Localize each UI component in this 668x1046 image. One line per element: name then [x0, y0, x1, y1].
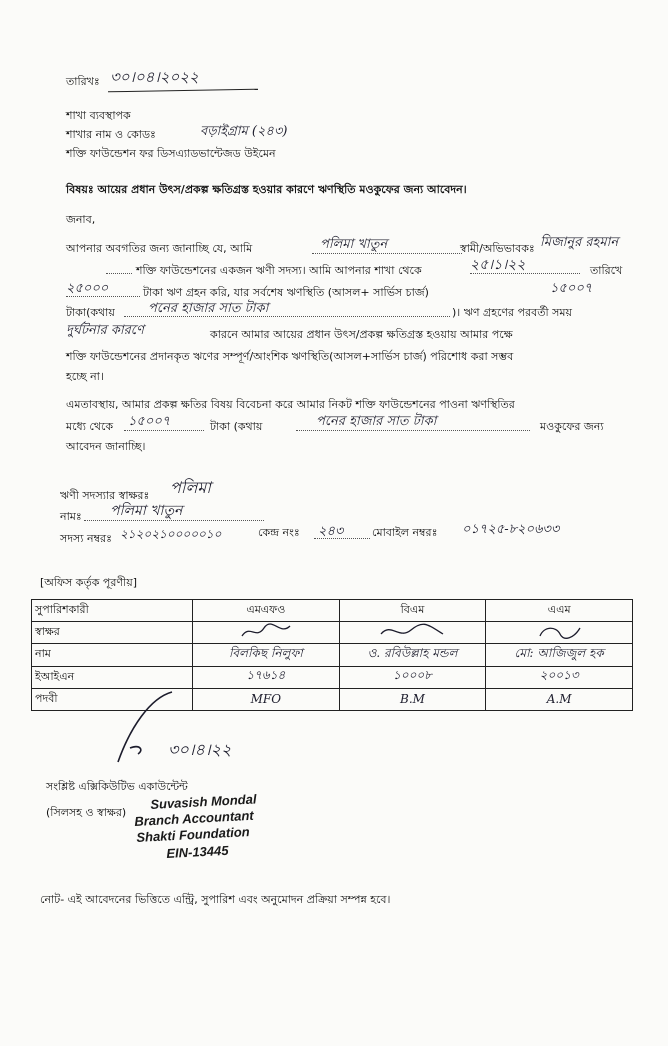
center-dotline	[314, 538, 370, 539]
am-ein: ২০০১৩	[486, 666, 633, 688]
stamp-org: Shakti Foundation	[136, 824, 251, 845]
office-section-title: [অফিস কর্তৃক পূরণীয়]	[40, 576, 137, 589]
subject-line: বিষয়ঃ আয়ের প্রধান উৎস/প্রকল্প ক্ষতিগ্রস্ত হওয়ার কারণে ঋণস্থিতি মওকুফের জন্য আবেদন।	[66, 183, 467, 196]
row-label-ein: ইআইএন	[32, 666, 193, 688]
husband-name-handwritten: মিজানুর রহমান	[540, 235, 619, 250]
para1-line5: কারনে আমার আয়ের প্রধান উৎস/প্রকল্প ক্ষতিগ্রস্ত হওয়ায় আমার পক্ষে	[210, 328, 513, 341]
recipient-title: শাখা ব্যবস্থাপক	[66, 109, 131, 122]
center-value: ২৪৩	[318, 524, 344, 539]
organization-line: শক্তি ফাউন্ডেশন ফর ডিসএ্যাডভান্টেজড উইমেন	[66, 147, 276, 160]
para1-line7: হচ্ছে না।	[66, 370, 104, 383]
member-no-value: ২১২০২১০০০০০১০	[120, 527, 222, 541]
balance-handwritten: ১৫০০৭	[550, 281, 593, 296]
member-signature-label: ঋণী সদস্যার স্বাক্ষরঃ	[60, 489, 150, 502]
date-underline	[108, 89, 258, 93]
date-word: তারিখে	[590, 264, 623, 277]
applicant-name-value: পলিমা খাতুন	[110, 503, 183, 519]
column-bm: বিএম	[339, 600, 486, 622]
date-value: ৩০।০৪।২০২২	[110, 68, 199, 86]
mfo-signature	[193, 622, 340, 644]
amount-words-handwritten: পনের হাজার সাত টাকা	[148, 301, 269, 316]
name-label: নামঃ	[60, 510, 82, 523]
husband-label: স্বামী/অভিভাবকঃ	[460, 242, 535, 255]
para1-intro: আপনার অবগতির জন্য জানাচ্ছি যে, আমি	[66, 242, 253, 255]
loan-date-handwritten: ২৫।১।২২	[470, 257, 526, 273]
row-label-signature: স্বাক্ষর	[32, 622, 193, 644]
waive-suffix: মওকুফের জন্য	[540, 420, 604, 433]
loan-amount-dotline	[66, 296, 140, 297]
accountant-label-1: সংশ্লিষ্ট এক্সিকিউটিভ একাউন্টেন্ট	[46, 780, 188, 793]
bm-designation: B.M	[339, 688, 486, 710]
footer-note: নোট- এই আবেদনের ভিত্তিতে এন্ট্রি, সুপারিশ এবং অনুমোদন প্রক্রিয়া সম্পন্ন হবে।	[40, 893, 391, 906]
member-signature: পলিমা	[170, 478, 211, 497]
center-label: কেন্দ্র নংঃ	[258, 526, 300, 539]
mobile-label: মোবাইল নম্বরঃ	[372, 526, 438, 539]
loan-amount-handwritten: ২৫০০০	[66, 281, 109, 296]
waive-amount-handwritten: ১৫০০৭	[128, 414, 171, 429]
mfo-name: বিলকিছ নিলুফা	[193, 644, 340, 666]
salutation: জনাব,	[66, 213, 96, 226]
para1-line4-end: )। ঋণ গ্রহণের পরবর্তী সময়	[452, 306, 572, 319]
stamp-ein: EIN-13445	[166, 842, 229, 861]
branch-label: শাখার নাম ও কোডঃ	[66, 128, 156, 141]
am-name: মো: আজিজুল হক	[486, 644, 633, 666]
waive-words-dotline	[296, 430, 530, 431]
line2-dots	[106, 273, 132, 274]
am-designation: A.M	[486, 688, 633, 710]
para1-line2: শক্তি ফাউন্ডেশনের একজন ঋণী সদস্য। আমি আপনার শাখা থেকে	[136, 264, 422, 277]
row-label-name: নাম	[32, 644, 193, 666]
bm-ein: ১০০০৮	[339, 666, 486, 688]
table-row-signature	[32, 622, 633, 644]
mfo-ein: ১৭৬১৪	[193, 666, 340, 688]
accountant-label-2: (সিলসহ ও স্বাক্ষর)	[46, 806, 127, 819]
stamp-title: Branch Accountant	[134, 807, 255, 829]
applicant-name-dotline	[84, 520, 264, 521]
bm-signature	[339, 622, 486, 644]
taka-words-label: টাকা (কথায়	[210, 420, 263, 433]
stamp-name: Suvasish Mondal	[150, 791, 257, 812]
amount-words-label: টাকা(কথায়	[66, 306, 115, 319]
para2-line3: আবেদন জানাচ্ছি।	[66, 440, 146, 453]
mfo-designation: MFO	[193, 688, 340, 710]
para2-from: মধ্যে থেকে	[66, 420, 114, 433]
para1-line6: শক্তি ফাউন্ডেশনের প্রদানকৃত ঋণের সম্পূর্ণ/আংশিক ঋণস্থিতি(আসল+সার্ভিস চার্জ) পরিশোধ করা সম্ভব	[66, 350, 514, 363]
reason-handwritten: দুর্ঘটনার কারণে	[66, 323, 144, 338]
amount-words-dotline	[124, 316, 450, 317]
accountant-sign-date: ৩০।৪।২২	[168, 740, 232, 759]
applicant-name-handwritten: পলিমা খাতুন	[320, 237, 388, 252]
am-signature	[486, 622, 633, 644]
branch-value: বড়াইগ্রাম (২৪৩)	[200, 124, 288, 139]
bm-name: ও. রবিউল্লাহ মন্ডল	[339, 644, 486, 666]
date-label: তারিখঃ	[66, 75, 100, 88]
column-am: এএম	[486, 600, 633, 622]
table-row-ein	[32, 666, 633, 688]
name-dotline	[312, 253, 462, 254]
row-label-designation: পদবী	[32, 688, 193, 710]
loan-date-dotline	[470, 273, 580, 274]
mobile-value: ০১৭২৫-৮২০৬৩৩	[462, 522, 560, 537]
table-row-name	[32, 644, 633, 666]
waive-amount-dotline	[124, 430, 204, 431]
table-header-row	[32, 600, 633, 622]
para1-line3: টাকা ঋণ গ্রহন করি, যার সর্বশেষ ঋণস্থিতি (আসল+ সার্ভিস চার্জ)	[143, 286, 429, 299]
column-mfo: এমএফও	[193, 600, 340, 622]
column-recommender: সুপারিশকারী	[32, 600, 193, 622]
member-no-label: সদস্য নম্বরঃ	[60, 532, 112, 545]
para2-line1: এমতাবস্থায়, আমার প্রকল্প ক্ষতির বিষয় বিবেচনা করে আমার নিকট শক্তি ফাউন্ডেশনের পাওনা ঋণস্থিতির	[66, 398, 515, 411]
waive-words-handwritten: পনের হাজার সাত টাকা	[316, 414, 437, 429]
